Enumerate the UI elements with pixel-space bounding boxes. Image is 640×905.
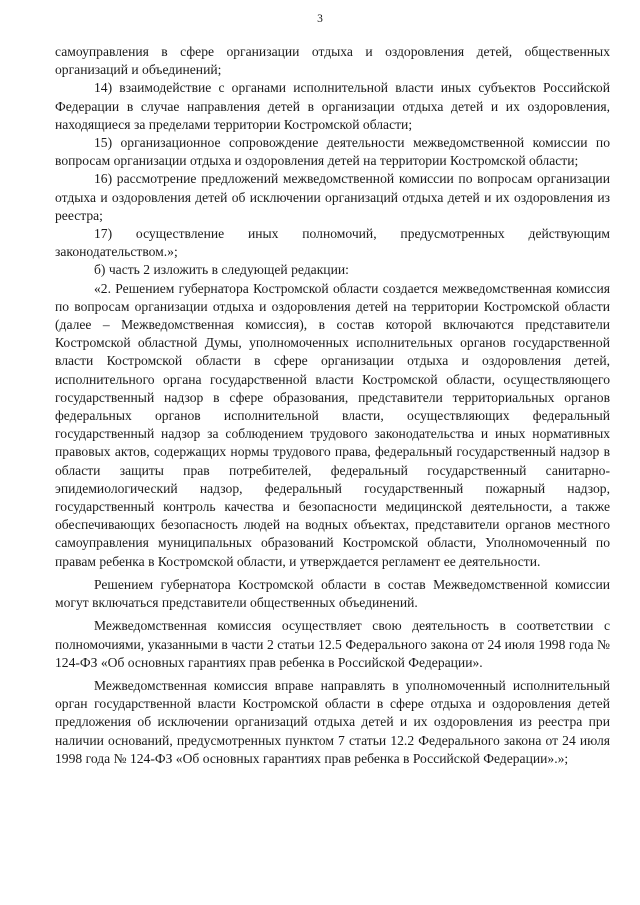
- paragraph-10: Межведомственная комиссия вправе направлять в уполномоченный исполнительный орган государственной власти Костромской области в сфере отдыха и оздоровления детей предложения об исключении организаций отдыха детей и их оздоровления из реестра при наличии оснований, предусмотренных пунктом 7 статьи 12.2 Федерального закона от 24 июля 1998 года № 124-ФЗ «Об основных гарантиях прав ребенка в Российской Федерации».»;: [55, 677, 610, 766]
- paragraph-7: «2. Решением губернатора Костромской области создается межведомственная комиссия по вопросам организации отдыха и оздоровления детей на территории Костромской области (далее – Межведомственная комиссия), в состав которой включаются представители Костромской областной Думы, уполномоченных исполнительных органов государственной власти Костромской области в сфере организации отдыха и оздоровления детей, исполнительного органа государственной власти Костромской области, осуществляющего государственный надзор в сфере образования, представители территориальных органов федеральных органов исполнительной власти, осуществляющих федеральный государственный надзор за соблюдением трудового законодательства и иных нормативных правовых актов, содержащих нормы трудового права, федеральный государственный надзор в области защиты прав потребителей, федеральный государственный санитарно-эпидемиологический надзор, федеральный государственный пожарный надзор, государственный контроль качества и безопасности медицинской деятельности, а также обеспечивающих безопасность людей на водных объектах, представители органов местного самоуправления муниципальных образований Костромской области, Уполномоченный по правам ребенка в Костромской области, и утверждается регламент ее деятельности.: [55, 280, 610, 569]
- paragraph-3: 15) организационное сопровождение деятельности межведомственной комиссии по вопросам организации отдыха и оздоровления детей на территории Костромской области;: [55, 135, 610, 169]
- paragraph-9: Межведомственная комиссия осуществляет свою деятельность в соответствии с полномочиями, указанными в части 2 статьи 12.5 Федерального закона от 24 июля 1998 года № 124-ФЗ «Об основных гарантиях прав ребенка в Российской Федерации».: [55, 618, 610, 670]
- document-body: [55, 43, 610, 768]
- paragraph-2: 14) взаимодействие с органами исполнительной власти иных субъектов Российской Федерации в случае направления детей в организации отдыха детей и их оздоровления, находящиеся за пределами территории Костромской области;: [55, 80, 610, 132]
- paragraph-8: Решением губернатора Костромской области в состав Межведомственной комиссии могут включаться представители общественных объединений.: [55, 576, 610, 611]
- paragraph-1: самоуправления в сфере организации отдыха и оздоровления детей, общественных организаций и объединений;: [55, 44, 610, 78]
- paragraph-5: 17) осуществление иных полномочий, предусмотренных действующим законодательством.»;: [55, 226, 610, 260]
- page-number: 3: [317, 13, 323, 25]
- paragraph-4: 16) рассмотрение предложений межведомственной комиссии по вопросам организации отдыха и оздоровления детей об исключении организаций отдыха детей и их оздоровления из реестра;: [55, 171, 610, 223]
- paragraph-6: б) часть 2 изложить в следующей редакции:: [94, 262, 349, 278]
